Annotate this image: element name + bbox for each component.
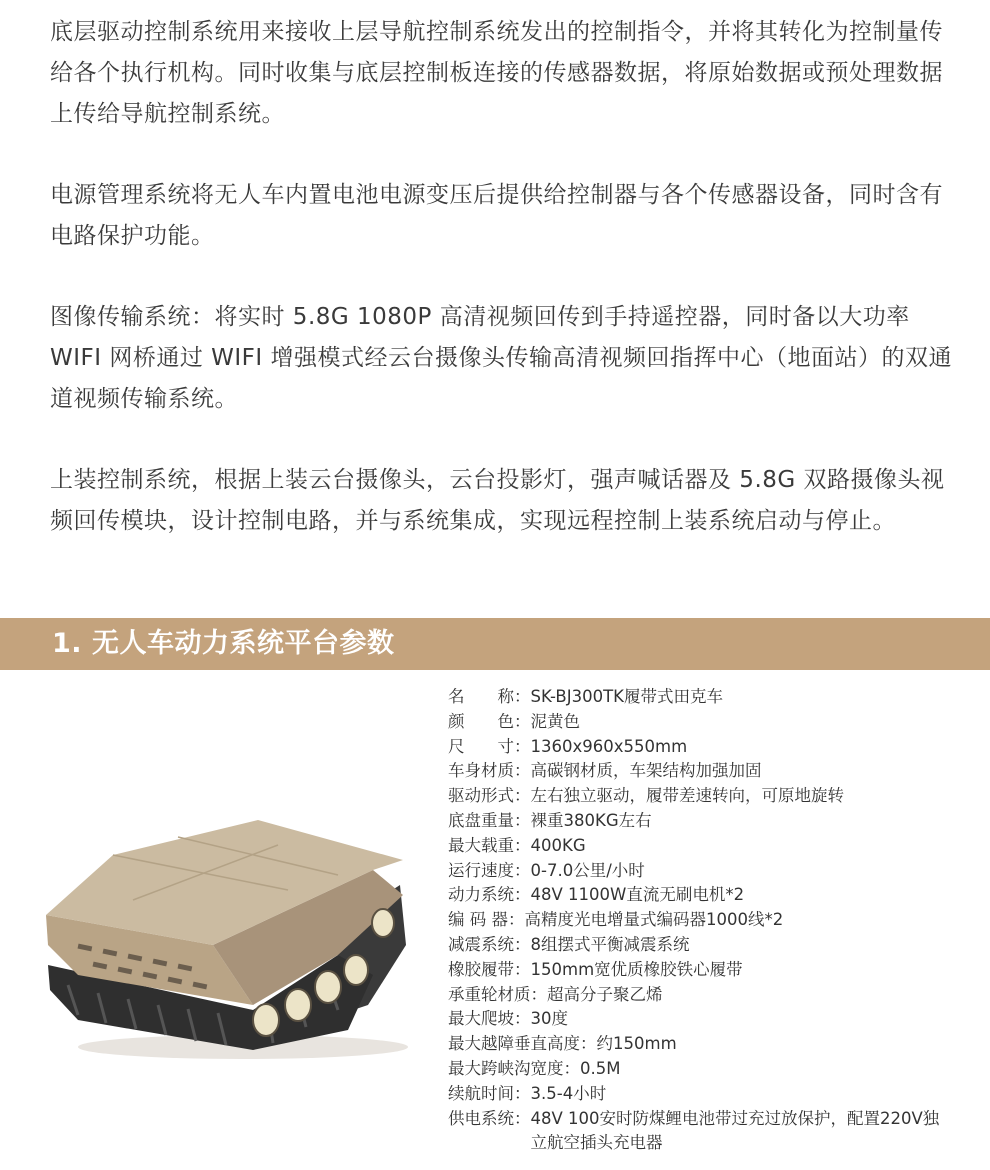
- spec-label: 颜 色：: [448, 711, 531, 731]
- section-header-bar: [0, 618, 990, 670]
- spec-value: 泥黄色: [530, 711, 580, 731]
- spec-row: [448, 908, 948, 933]
- spec-value: 高碳钢材质，车架结构加强加固: [530, 761, 762, 781]
- spec-value: 0.5M: [580, 1058, 621, 1078]
- intro-paragraph-power: 电源管理系统将无人车内置电池电源变压后提供给控制器与各个传感器设备，同时含有电路保护功能。: [50, 182, 943, 249]
- spec-value: 8组摆式平衡减震系统: [530, 934, 690, 954]
- spec-row: [448, 1107, 948, 1157]
- spec-list: [448, 685, 948, 1156]
- spec-label: 动力系统：: [448, 885, 531, 905]
- spec-value: 3.5-4小时: [530, 1083, 607, 1103]
- spec-label: 最大载重：: [448, 835, 531, 855]
- spec-label: 尺 寸：: [448, 736, 531, 756]
- spec-value: 左右独立驱动，履带差速转向，可原地旋转: [530, 786, 844, 806]
- tracked-vehicle-illustration: [38, 815, 413, 1065]
- spec-row: [448, 1032, 948, 1057]
- spec-value: 48V 100安时防煤鲤电池带过充过放保护，配置220V独立航空插头充电器: [530, 1108, 940, 1153]
- spec-row: [448, 1057, 948, 1082]
- spec-label: 底盘重量：: [448, 810, 531, 830]
- spec-value: 400KG: [530, 835, 586, 855]
- spec-label: 供电系统：: [448, 1108, 531, 1128]
- spec-label: 车身材质：: [448, 761, 531, 781]
- spec-value: 48V 1100W直流无刷电机*2: [530, 885, 745, 905]
- spec-value: SK-BJ300TK履带式田克车: [530, 687, 724, 706]
- intro-text: [50, 12, 955, 582]
- spec-label: 名 称：: [448, 687, 531, 706]
- spec-value: 高精度光电增量式编码器1000线*2: [524, 910, 784, 930]
- spec-row: [448, 983, 948, 1008]
- spec-label: 承重轮材质：: [448, 984, 547, 1004]
- spec-row: [448, 735, 948, 760]
- intro-paragraph-upper: 上装控制系统，根据上装云台摄像头，云台投影灯，强声喊话器及 5.8G 双路摄像头视频回传模块，设计控制电路，并与系统集成，实现远程控制上装系统启动与停止。: [50, 467, 945, 534]
- spec-label: 最大越障垂直高度：: [448, 1034, 597, 1054]
- spec-value: 裸重380KG左右: [530, 810, 652, 830]
- spec-value: 1360x960x550mm: [530, 736, 688, 756]
- spec-row: [448, 809, 948, 834]
- intro-paragraph-video: 图像传输系统：将实时 5.8G 1080P 高清视频回传到手持遥控器，同时备以大功率 WIFI 网桥通过 WIFI 增强模式经云台摄像头传输高清视频回指挥中心（地面站）的双通道视频传输系统。: [50, 304, 953, 412]
- spec-value: 超高分子聚乙烯: [547, 984, 663, 1004]
- section-title: 1. 无人车动力系统平台参数: [52, 628, 395, 659]
- spec-row: [448, 784, 948, 809]
- spec-label: 驱动形式：: [448, 786, 531, 806]
- spec-row: [448, 710, 948, 735]
- spec-value: 约150mm: [596, 1034, 677, 1054]
- spec-label: 最大跨峡沟宽度：: [448, 1058, 580, 1078]
- spec-row: [448, 1007, 948, 1032]
- spec-row: [448, 958, 948, 983]
- spec-label: 编 码 器：: [448, 910, 525, 930]
- spec-value: 0-7.0公里/小时: [530, 860, 645, 880]
- spec-label: 续航时间：: [448, 1083, 531, 1103]
- spec-row: [448, 1082, 948, 1107]
- spec-label: 运行速度：: [448, 860, 531, 880]
- spec-label: 橡胶履带：: [448, 959, 531, 979]
- spec-value: 150mm宽优质橡胶铁心履带: [530, 959, 743, 979]
- spec-label: 最大爬坡：: [448, 1009, 531, 1029]
- spec-row: [448, 883, 948, 908]
- spec-label: 减震系统：: [448, 934, 531, 954]
- spec-value: 30度: [530, 1009, 568, 1029]
- spec-row: [448, 933, 948, 958]
- spec-row: [448, 759, 948, 784]
- spec-row: [448, 685, 948, 710]
- intro-paragraph-control: 底层驱动控制系统用来接收上层导航控制系统发出的控制指令，并将其转化为控制量传给各个执行机构。同时收集与底层控制板连接的传感器数据，将原始数据或预处理数据上传给导航控制系统。: [50, 19, 943, 127]
- spec-row: [448, 859, 948, 884]
- spec-row: [448, 834, 948, 859]
